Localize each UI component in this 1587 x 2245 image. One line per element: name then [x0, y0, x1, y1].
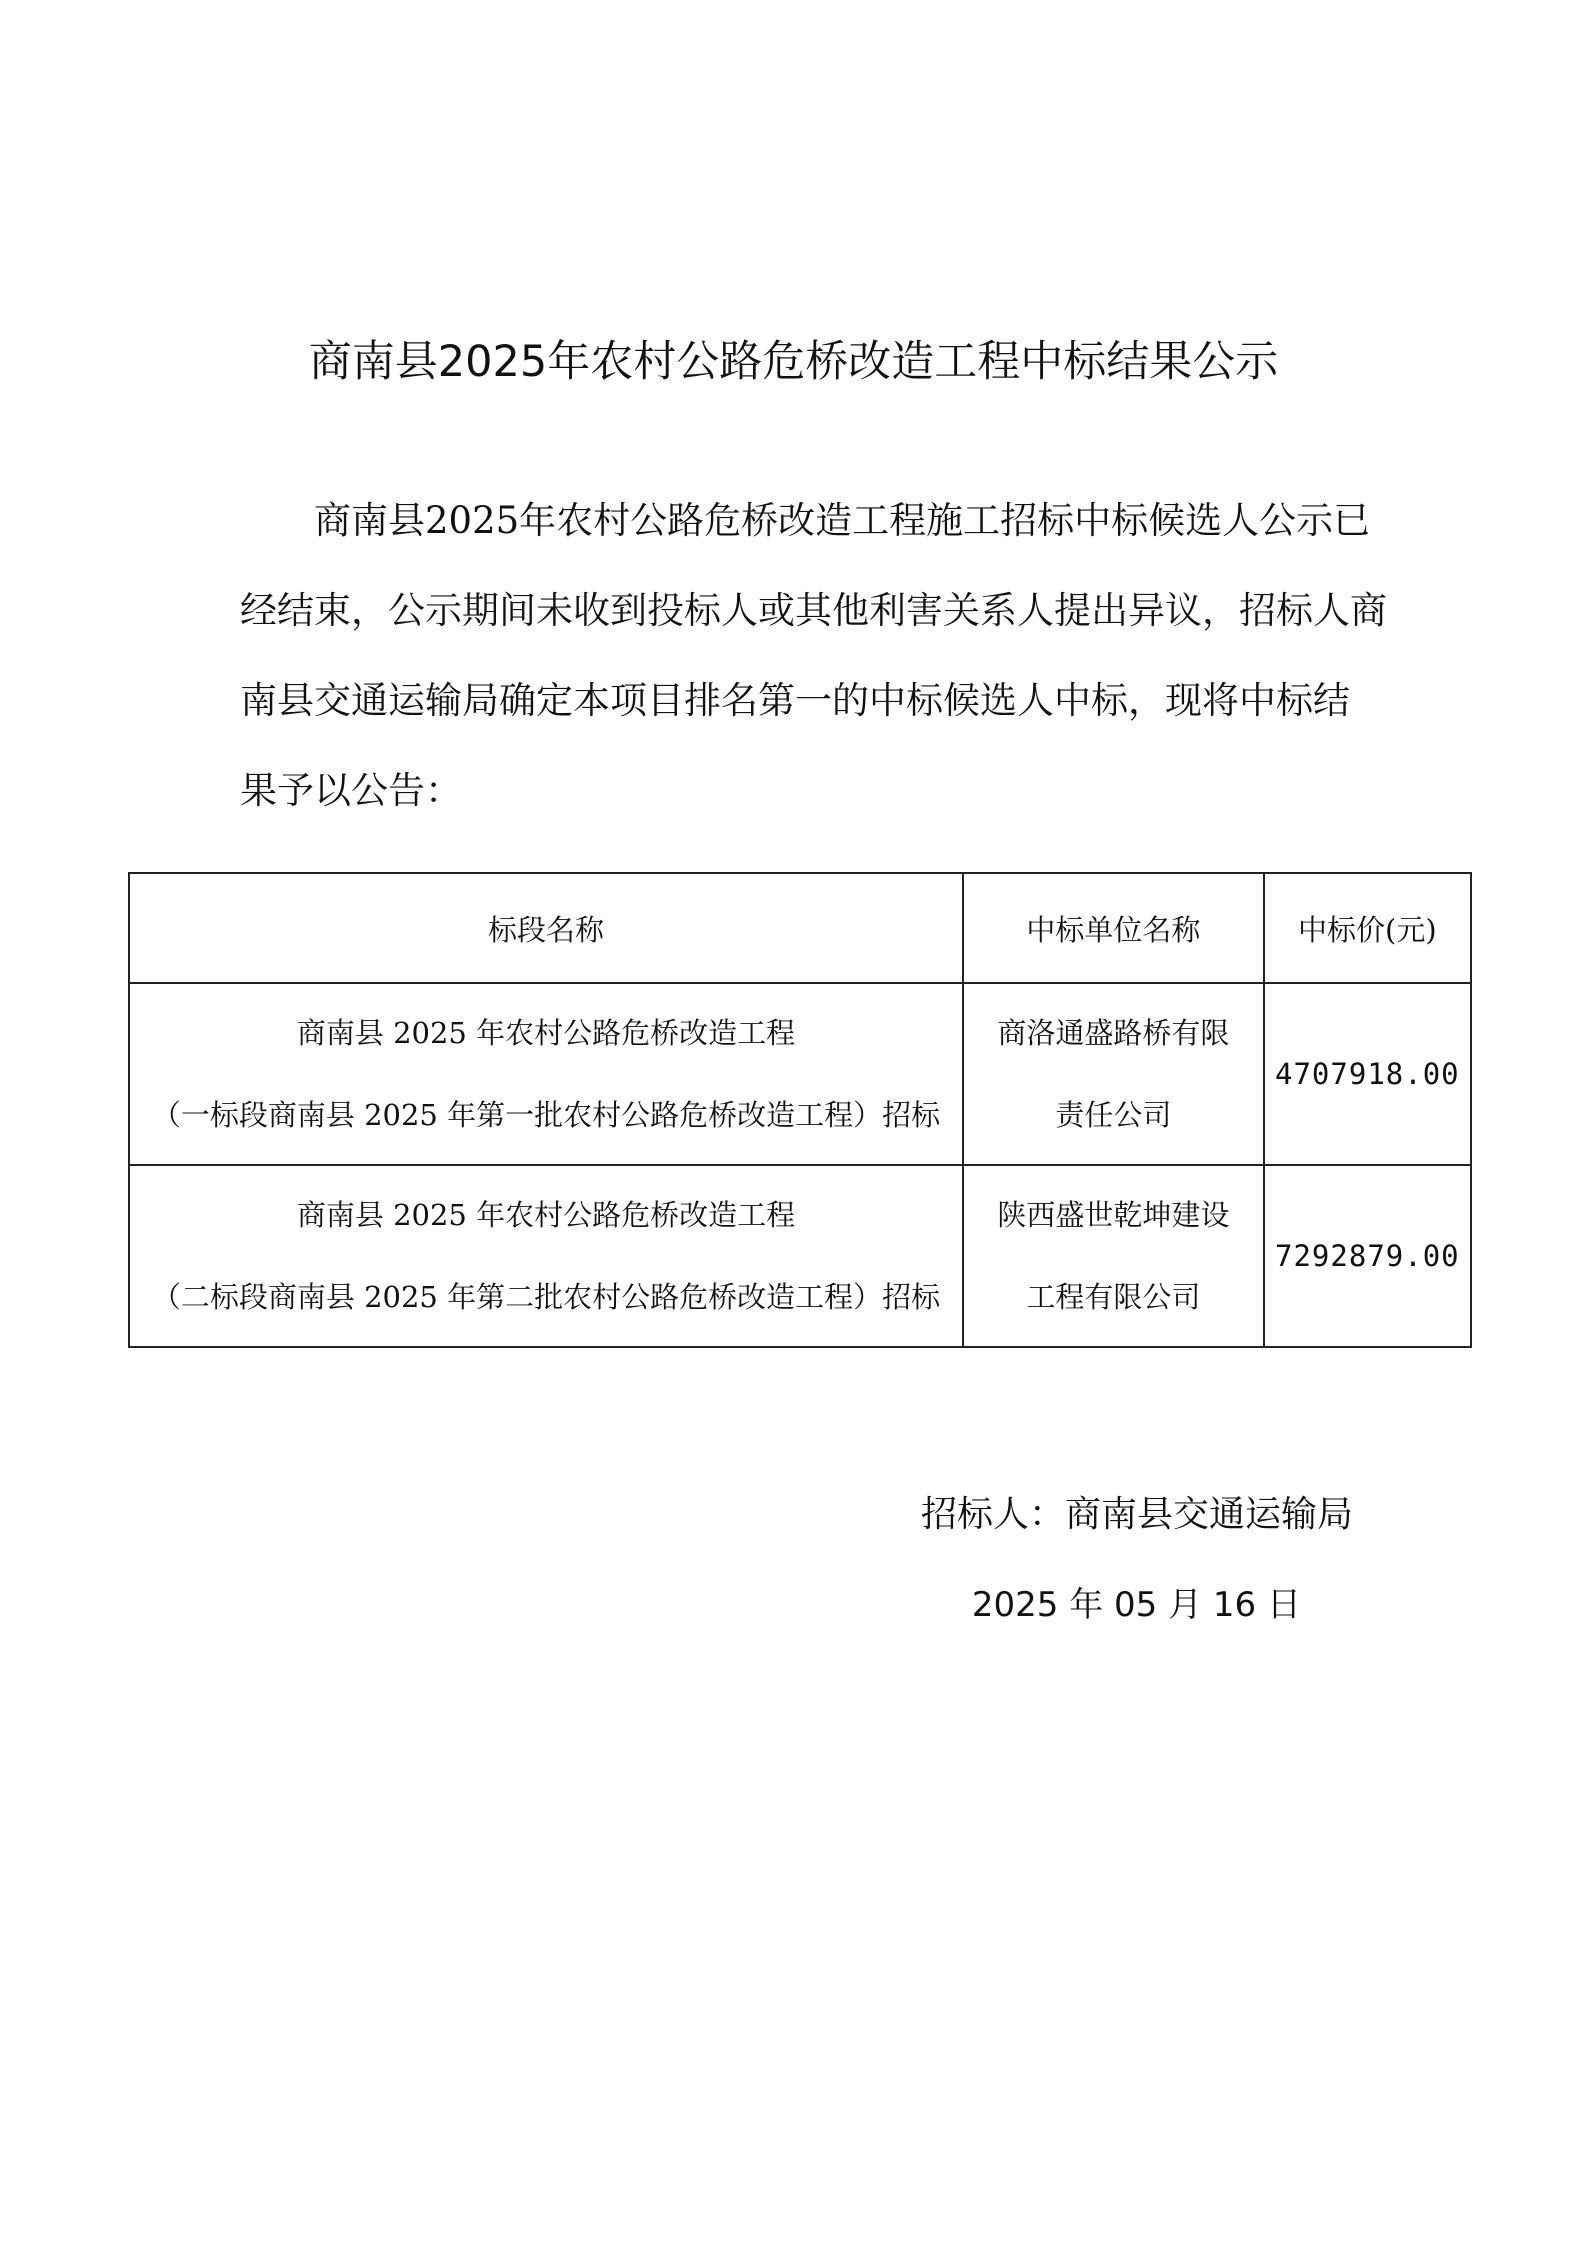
paragraph-line: 经结束，公示期间未收到投标人或其他利害关系人提出异议，招标人商	[240, 589, 1387, 632]
paragraph-line: 南县交通运输局确定本项目排名第一的中标候选人中标，现将中标结	[240, 679, 1350, 722]
section-name-line: 商南县 2025 年农村公路危桥改造工程	[296, 1198, 796, 1232]
award-result-table	[128, 872, 1472, 1348]
announcement-paragraph	[240, 476, 1387, 836]
company-name-line: 工程有限公司	[1026, 1280, 1201, 1314]
issuer-line: 招标人：商南县交通运输局	[920, 1494, 1353, 1535]
table-row	[129, 983, 1471, 1165]
company-name-line: 商洛通盛路桥有限	[997, 1016, 1230, 1050]
table-row	[129, 1165, 1471, 1347]
company-name-line: 陕西盛世乾坤建设	[997, 1198, 1230, 1232]
price-cell: 7292879.00	[1264, 1165, 1471, 1347]
section-name-line: （二标段商南县 2025 年第二批农村公路危桥改造工程）招标	[151, 1280, 941, 1314]
header-section-name: 标段名称	[129, 873, 963, 983]
issue-date: 2025 年 05 月 16 日	[971, 1585, 1301, 1625]
section-name-line: 商南县 2025 年农村公路危桥改造工程	[296, 1016, 796, 1050]
section-name-line: （一标段商南县 2025 年第一批农村公路危桥改造工程）招标	[151, 1098, 941, 1132]
company-cell	[963, 1165, 1264, 1347]
price-cell: 4707918.00	[1264, 983, 1471, 1165]
company-name-line: 责任公司	[1055, 1098, 1172, 1132]
table-header-row	[129, 873, 1471, 983]
signature-block	[921, 1470, 1353, 1650]
paragraph-line: 商南县2025年农村公路危桥改造工程施工招标中标候选人公示已	[314, 499, 1371, 542]
paragraph-line: 果予以公告：	[240, 769, 462, 812]
company-cell	[963, 983, 1264, 1165]
header-winning-price: 中标价(元)	[1264, 873, 1471, 983]
section-name-cell	[129, 1165, 963, 1347]
header-winning-company: 中标单位名称	[963, 873, 1264, 983]
section-name-cell	[129, 983, 963, 1165]
page-title: 商南县2025年农村公路危桥改造工程中标结果公示	[308, 337, 1279, 387]
